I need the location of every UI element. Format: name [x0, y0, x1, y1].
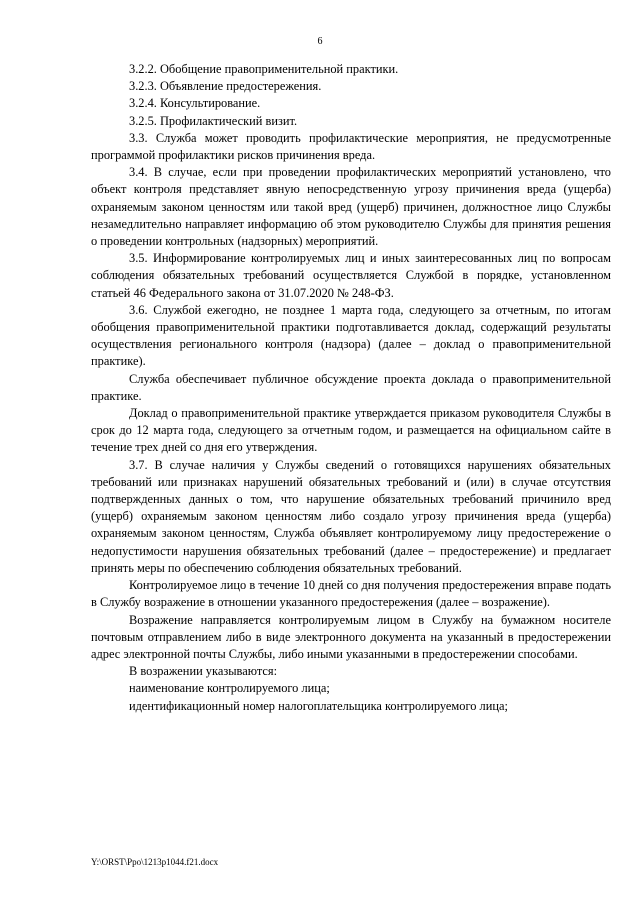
- list-item-name: наименование контролируемого лица;: [129, 681, 330, 696]
- paragraph-3-2-2: 3.2.2. Обобщение правоприменительной практики.: [129, 62, 399, 76]
- page-number: 6: [317, 36, 323, 47]
- document-body: [91, 61, 611, 715]
- paragraph-3-3: 3.3. Служба может проводить профилактические мероприятия, не предусмотренные программой профилактики рисков причинения вреда.: [91, 130, 611, 163]
- paragraph-3-7: 3.7. В случае наличия у Службы сведений о готовящихся нарушениях обязательных требований или признаках нарушений обязательных требований и (или) в случае отсутствия подтвержденных данных о том, что нарушение обязательных требований причинило вред (ущерб) охраняемым законом ценностям либо создало угрозу причинения вреда (ущерба) охраняемым законом ценностям, Служба объявляет контролируемому лицу предостережение о недопустимости нарушения обязательных требований (далее – предостережение) и предлагает принять меры по обеспечению соблюдения обязательных требований.: [91, 457, 611, 575]
- paragraph-objection-contents-intro: В возражении указываются:: [129, 664, 278, 679]
- paragraph-3-4: 3.4. В случае, если при проведении профилактических мероприятий установлено, что объект контроля представляет явную непосредственную угрозу причинения вреда (ущерба) охраняемым законом ценностям или такой вред (ущерб) причинен, должностное лицо Службы незамедлительно направляет информацию об этом руководителю Службы для принятия решения о проведении контрольных (надзорных) мероприятий.: [91, 165, 611, 249]
- list-item-inn: идентификационный номер налогоплательщика контролируемого лица;: [129, 698, 508, 713]
- paragraph-3-2-3: 3.2.3. Объявление предостережения.: [129, 79, 322, 94]
- paragraph-3-5: 3.5. Информирование контролируемых лиц и иных заинтересованных лиц по вопросам соблюдения обязательных требований осуществляется Службой в порядке, установленном статьей 46 Федерального закона от 31.07.2020 № 248-ФЗ.: [91, 251, 611, 300]
- paragraph-3-6: 3.6. Службой ежегодно, не позднее 1 марта года, следующего за отчетным, по итогам обобщения правоприменительной практики подготавливается доклад, содержащий результаты осуществления регионального контроля (надзора) (далее – доклад о правоприменительной практике).: [91, 302, 611, 369]
- paragraph-public-discussion: Служба обеспечивает публичное обсуждение проекта доклада о правоприменительной практике.: [91, 371, 611, 403]
- paragraph-3-2-5: 3.2.5. Профилактический визит.: [129, 113, 298, 128]
- footer-file-path: Y:\ORST\Ppo\1213p1044.f21.docx: [91, 857, 219, 867]
- paragraph-report-approval: Доклад о правоприменительной практике утверждается приказом руководителя Службы в срок до 12 марта года, следующего за отчетным годом, и размещается на официальном сайте в течение трех дней со дня его утверждения.: [91, 406, 611, 455]
- paragraph-objection-submission: Возражение направляется контролируемым лицом в Службу на бумажном носителе почтовым отправлением либо в виде электронного документа на указанный в предостережении адрес электронной почты Службы, либо иными указанными в предостережении способами.: [91, 612, 611, 661]
- paragraph-objection-right: Контролируемое лицо в течение 10 дней со дня получения предостережения вправе подать в Службу возражение в отношении указанного предостережения (далее – возражение).: [91, 578, 611, 610]
- paragraph-3-2-4: 3.2.4. Консультирование.: [129, 96, 261, 111]
